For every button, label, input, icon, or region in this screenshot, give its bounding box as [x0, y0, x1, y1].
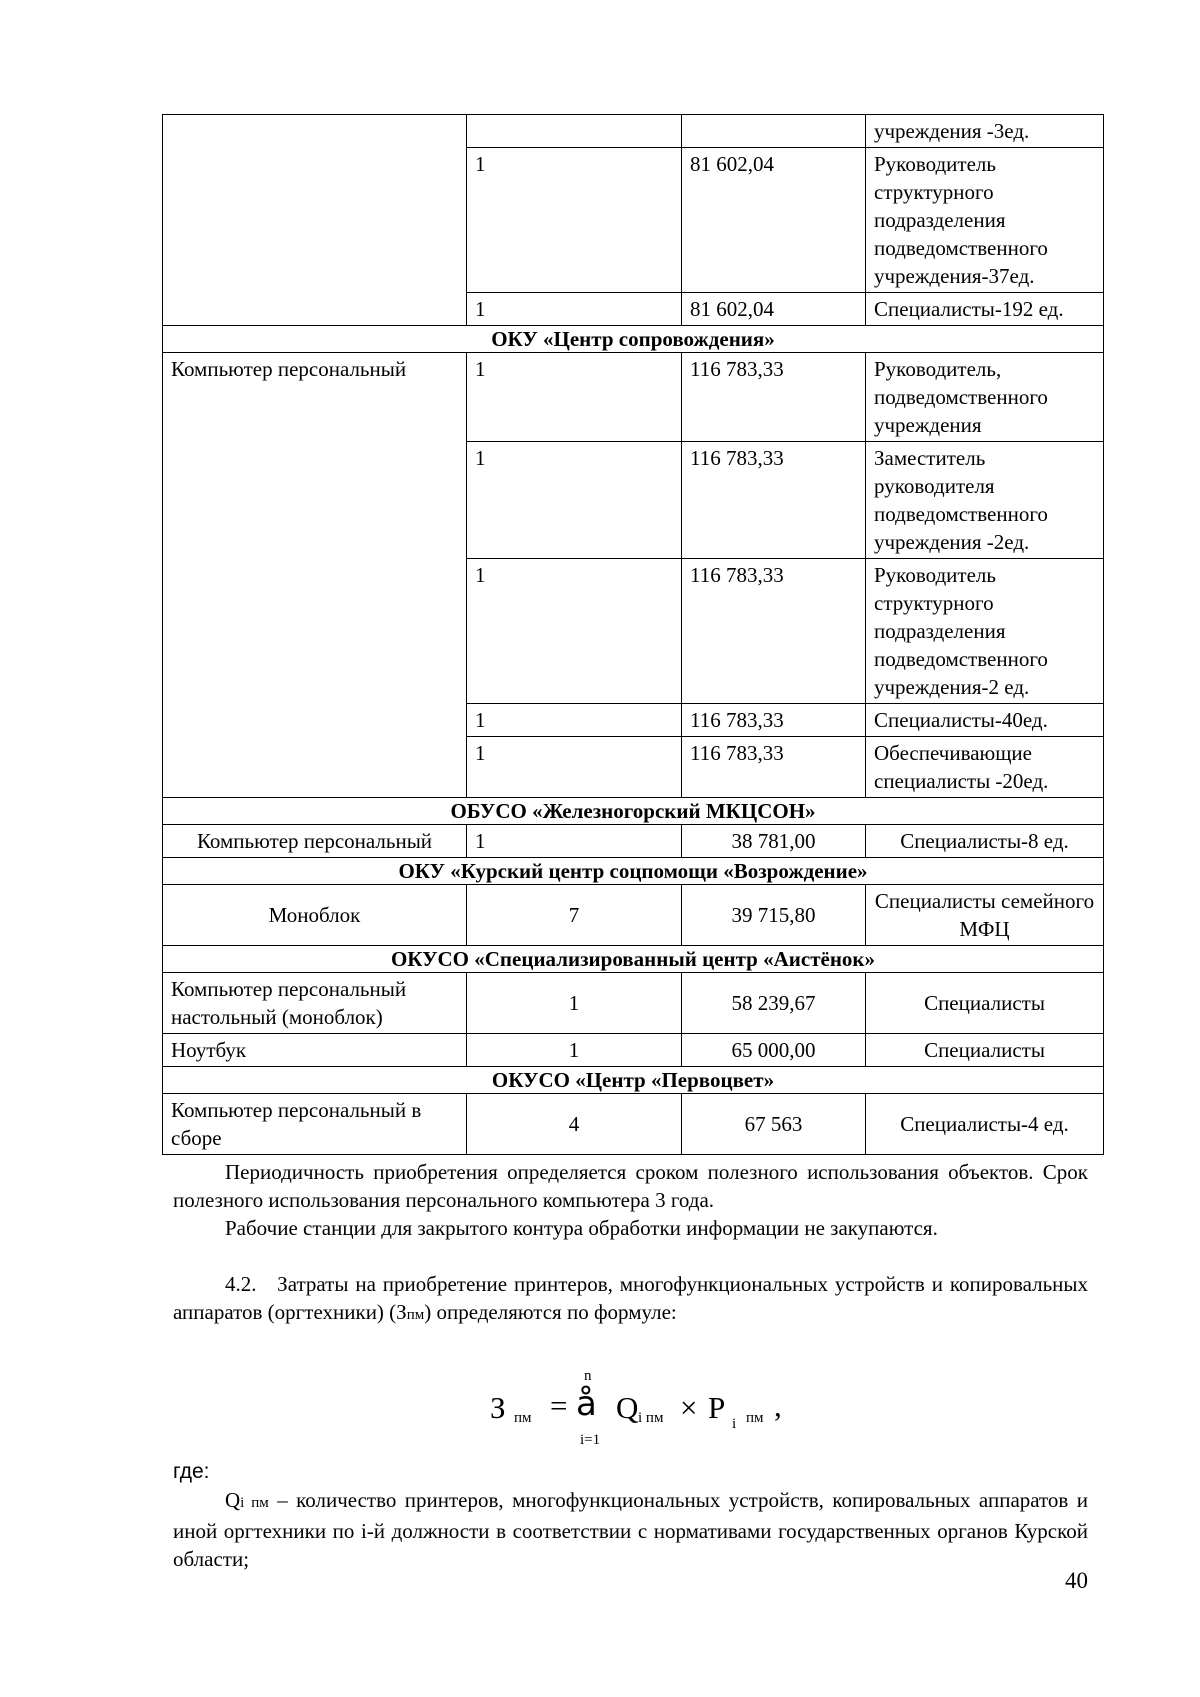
- qty-cell: 1: [467, 704, 682, 737]
- equipment-table: [162, 114, 1104, 1155]
- qty-cell: 1: [467, 293, 682, 326]
- price-cell: 116 783,33: [682, 559, 866, 704]
- item-cell: Ноутбук: [163, 1034, 467, 1067]
- price-cell: 38 781,00: [682, 825, 866, 858]
- formula-q: Q: [616, 1390, 639, 1425]
- qty-cell: 7: [467, 885, 682, 946]
- formula-lhs-sub: пм: [514, 1410, 532, 1426]
- qty-cell: 1: [467, 737, 682, 798]
- section-header-row: [163, 946, 1104, 973]
- item-cell: Компьютер персональный: [163, 825, 467, 858]
- position-cell: Специалисты-4 ед.: [866, 1094, 1104, 1155]
- table-row: [163, 1034, 1104, 1067]
- position-cell: Руководитель структурного подразделения подведомственного учреждения-37ед.: [866, 148, 1104, 293]
- paragraph-4-2: 4.2. Затраты на приобретение принтеров, многофункциональных устройств и копировальных аппаратов (оргтехники) (Зпм) определяются по формуле:: [173, 1272, 1088, 1324]
- price-cell: 81 602,04: [682, 293, 866, 326]
- price-cell: [682, 115, 866, 148]
- formula-q-sub: i пм: [638, 1410, 664, 1426]
- table-row: [163, 115, 1104, 148]
- position-cell: Руководитель, подведомственного учреждения: [866, 353, 1104, 442]
- section-title: ОКУСО «Центр «Первоцвет»: [163, 1067, 1104, 1094]
- position-cell: Специалисты: [866, 1034, 1104, 1067]
- page-number: 40: [1065, 1568, 1088, 1593]
- formula-comma: ,: [774, 1388, 782, 1423]
- formula-p-sub: i: [732, 1416, 737, 1432]
- qty-cell: 1: [467, 1034, 682, 1067]
- table-row: [163, 1094, 1104, 1155]
- position-cell: Заместитель руководителя подведомственного учреждения -2ед.: [866, 442, 1104, 559]
- section-header-row: [163, 858, 1104, 885]
- item-cell: Моноблок: [163, 885, 467, 946]
- price-cell: 116 783,33: [682, 353, 866, 442]
- price-cell: 116 783,33: [682, 704, 866, 737]
- section-number: 4.2.: [225, 1272, 257, 1296]
- price-cell: 81 602,04: [682, 148, 866, 293]
- qty-cell: 1: [467, 973, 682, 1034]
- formula-lhs: З: [490, 1390, 506, 1425]
- def-symbol-sub: i пм: [240, 1495, 269, 1511]
- position-cell: Обеспечивающие специалисты -20ед.: [866, 737, 1104, 798]
- formula-p-sub2: пм: [746, 1410, 764, 1426]
- formula-upper: n: [584, 1368, 592, 1384]
- table-row: [163, 973, 1104, 1034]
- formula-p: P: [708, 1390, 726, 1425]
- formula-times: ×: [680, 1390, 698, 1425]
- formula-lower: i=1: [580, 1432, 601, 1448]
- position-cell: Специалисты: [866, 973, 1104, 1034]
- where-label: где:: [173, 1460, 210, 1483]
- qty-cell: 1: [467, 825, 682, 858]
- paragraph-workstations: Рабочие станции для закрытого контура обработки информации не закупаются.: [225, 1216, 938, 1240]
- price-cell: 65 000,00: [682, 1034, 866, 1067]
- item-cell: Компьютер персональный: [163, 353, 467, 798]
- item-cell: [163, 115, 467, 326]
- item-cell: Компьютер персональный настольный (моноблок): [163, 973, 467, 1034]
- formula-eq: =: [550, 1388, 568, 1423]
- section-title: ОКУСО «Специализированный центр «Аистёнок»: [163, 946, 1104, 973]
- qty-cell: 4: [467, 1094, 682, 1155]
- price-cell: 116 783,33: [682, 737, 866, 798]
- position-cell: учреждения -3ед.: [866, 115, 1104, 148]
- price-cell: 116 783,33: [682, 442, 866, 559]
- qty-cell: 1: [467, 148, 682, 293]
- table-row: [163, 353, 1104, 442]
- table-row: [163, 825, 1104, 858]
- sum-sign: å: [576, 1384, 597, 1424]
- price-cell: 67 563: [682, 1094, 866, 1155]
- qty-cell: [467, 115, 682, 148]
- table-row: [163, 885, 1104, 946]
- position-cell: Специалисты-40ед.: [866, 704, 1104, 737]
- qty-cell: 1: [467, 353, 682, 442]
- section-title: ОКУ «Центр сопровождения»: [163, 326, 1104, 353]
- price-cell: 39 715,80: [682, 885, 866, 946]
- formula: [480, 1370, 800, 1460]
- position-cell: Руководитель структурного подразделения подведомственного учреждения-2 ед.: [866, 559, 1104, 704]
- section-title: ОКУ «Курский центр соцпомощи «Возрождение»: [163, 858, 1104, 885]
- position-cell: Специалисты семейного МФЦ: [866, 885, 1104, 946]
- section-header-row: [163, 1067, 1104, 1094]
- position-cell: Специалисты-8 ед.: [866, 825, 1104, 858]
- item-cell: Компьютер персональный в сборе: [163, 1094, 467, 1155]
- price-cell: 58 239,67: [682, 973, 866, 1034]
- paragraph-periodicity: Периодичность приобретения определяется сроком полезного использования объектов. Срок полезного использования персонального компьютера 3 года.: [173, 1160, 1088, 1212]
- section-header-row: [163, 326, 1104, 353]
- position-cell: Специалисты-192 ед.: [866, 293, 1104, 326]
- section-title: ОБУСО «Железногорский МКЦСОН»: [163, 798, 1104, 825]
- section-header-row: [163, 798, 1104, 825]
- paragraph-definition: Qi пм – количество принтеров, многофункциональных устройств, копировальных аппаратов и иной оргтехники по i-й должности в соответствии с нормативами государственных органов Курской области;: [173, 1488, 1089, 1571]
- qty-cell: 1: [467, 559, 682, 704]
- qty-cell: 1: [467, 442, 682, 559]
- def-symbol: Q: [225, 1488, 241, 1512]
